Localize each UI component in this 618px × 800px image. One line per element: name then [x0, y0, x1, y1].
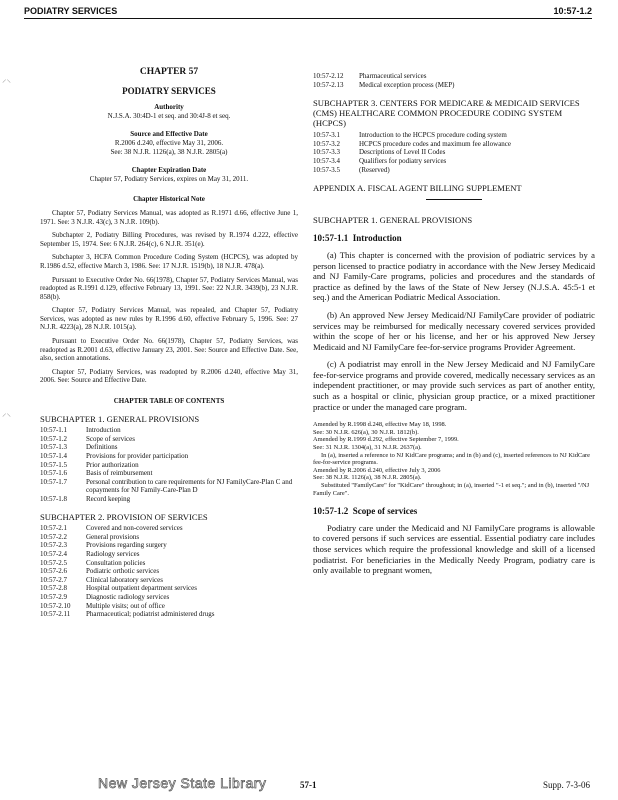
- historical-note: Chapter 57, Podiatry Services, was readopted by R.2006 d.240, effective May 31, 2006. See: Source and Effective Date.: [40, 367, 298, 385]
- authority-text: N.J.S.A. 30:4D-1 et seq. and 30:4J-8 et seq.: [107, 111, 231, 120]
- toc-item: 10:57-2.7 Clinical laboratory services: [40, 575, 163, 584]
- subchapter-1-heading: SUBCHAPTER 1. GENERAL PROVISIONS: [313, 214, 473, 225]
- source-line-1: R.2006 d.240, effective May 31, 2006.: [114, 138, 224, 147]
- historical-note: Chapter 57, Podiatry Services Manual, was adopted as R.1971 d.66, effective June 1, 1971. See: 3 N.J.R. 43(c), 3 N.J.R. 109(b).: [40, 208, 298, 226]
- section-heading-1-2: 10:57-1.2 Scope of services: [313, 506, 418, 517]
- historical-note: Chapter 57, Podiatry Services Manual, was repealed, and Chapter 57, Podiatry Services, was adopted as new rules by R.1996 d.60, effective February 5, 1996. See: 27 N.J.R. 4223(a), 28 N.J.R. 1015(a).: [40, 306, 298, 332]
- toc-item: 10:57-3.2 HCPCS procedure codes and maximum fee allowance: [313, 139, 512, 148]
- authority-heading: Authority: [154, 103, 184, 112]
- library-watermark: New Jersey State Library: [98, 775, 267, 791]
- toc-item: 10:57-2.12 Pharmaceutical services: [313, 72, 427, 80]
- scope-paragraph: Podiatry care under the Medicaid and NJ FamilyCare programs is allowable to covered persons if such services are essential. Essential podiatry care includes those services which require the professional knowledge and skill of a licensed podiatrist. For beneficiaries in the Medically Needy Program, podiatry care is only available to pregnant women,: [313, 522, 595, 576]
- subchapter-3-title: SUBCHAPTER 3. CENTERS FOR MEDICARE & MEDICAID SERVICES (CMS) HEALTHCARE COMMON PROCEDURE CODING SYSTEM (HCPCS): [313, 98, 580, 129]
- toc-item: 10:57-2.13 Medical exception process (MEP): [313, 80, 455, 89]
- source-line-2: See: 38 N.J.R. 1126(a), 38 N.J.R. 2805(a): [110, 147, 228, 156]
- toc-item: 10:57-2.5 Consultation policies: [40, 558, 146, 567]
- toc-item: 10:57-2.10 Multiple visits; out of office: [40, 601, 165, 610]
- toc-item: 10:57-3.5 (Reserved): [313, 165, 390, 174]
- subchapter-1-title: SUBCHAPTER 1. GENERAL PROVISIONS: [40, 413, 200, 424]
- toc-item: 10:57-1.4 Provisions for provider participation: [40, 452, 189, 460]
- supplement-date: Supp. 7-3-06: [543, 780, 590, 790]
- toc-item: 10:57-2.1 Covered and non-covered services: [40, 524, 183, 533]
- paragraph-c: (c) A podiatrist may enroll in the New Jersey Medicaid and NJ FamilyCare fee-for-service programs and provide covered, medically necessary services as an independent practitioner, or may provide such services as part of another entity, such as a hospital or clinic, physician group practice, or a mixed practitioner practice or under the managed care program.: [313, 359, 595, 412]
- toc-item: 10:57-2.11 Pharmaceutical; podiatrist administered drugs: [40, 610, 215, 619]
- toc-item: 10:57-2.3 Provisions regarding surgery: [40, 541, 167, 550]
- toc-item: 10:57-1.6 Basis of reimbursement: [40, 469, 153, 478]
- appendix-title: APPENDIX A. FISCAL AGENT BILLING SUPPLEMENT: [313, 183, 522, 194]
- page-number: 57-1: [300, 780, 317, 790]
- chapter-title: PODIATRY SERVICES: [122, 85, 216, 96]
- toc-item: 10:57-3.1 Introduction to the HCPCS procedure coding system: [313, 131, 507, 140]
- toc-item: 10:57-2.6 Podiatric orthotic services: [40, 567, 160, 576]
- divider: [426, 199, 482, 200]
- toc-item: 10:57-1.2 Scope of services: [40, 434, 135, 443]
- historical-note-heading: Chapter Historical Note: [133, 195, 205, 204]
- header-rule: [24, 18, 592, 19]
- chapter-number: CHAPTER 57: [139, 67, 199, 77]
- toc-heading: CHAPTER TABLE OF CONTENTS: [113, 397, 225, 406]
- section-heading-1-1: 10:57-1.1 Introduction: [313, 233, 402, 244]
- subchapter-2-title: SUBCHAPTER 2. PROVISION OF SERVICES: [40, 511, 208, 522]
- expiration-text: Chapter 57, Podiatry Services, expires on May 31, 2011.: [89, 174, 249, 183]
- margin-mark: ⸝⸜: [2, 74, 12, 84]
- historical-note: Subchapter 2, Podiatry Billing Procedures, was revised by R.1974 d.222, effective September 15, 1974. See: 6 N.J.R. 264(c), 6 N.J.R. 351(e).: [40, 231, 298, 248]
- toc-item: 10:57-1.3 Definitions: [40, 443, 118, 452]
- amendment-notes: Amended by R.1998 d.248, effective May 18, 1998. See: 30 N.J.R. 626(a), 30 N.J.R. 1812(b). Amended by R.1999 d.292, effective September 7, 1999. See: 31 N.J.R. 1304(a), 31 N.J.R. 2637(a). In (a), inserted a reference to NJ KidCare programs; and in (b) and (c), inserted references to NJ KidCare fee-for-service programs. Amended by R.2006 d.240, effective July 3, 2006 See: 38 N.J.R. 1126(a), 38 N.J.R. 2805(a). Substituted "FamilyCare" for "KidCare" throughout; in (a), inserted "-1 et seq."; and in (b), inserted "/NJ Family Care".: [313, 421, 591, 497]
- paragraph-a: (a) This chapter is concerned with the provision of podiatric services by a person licensed to practice podiatry in accordance with the New Jersey Medicaid and NJ Family-Care programs, policies and procedures and the standards of practice as defined by the laws of the State of New Jersey (N.J.S.A. 45:5-1 et seq.) and the American Podiatric Medical Association.: [313, 249, 595, 303]
- toc-item: 10:57-2.8 Hospital outpatient department services: [40, 584, 197, 593]
- historical-note: Pursuant to Executive Order No. 66(1978), Chapter 57, Podiatry Services Manual, was readopted as R.1991 d.129, effective February 13, 1991. See: 22 N.J.R. 3439(b), 23 N.J.R. 858(b).: [40, 275, 298, 301]
- paragraph-b: (b) An approved New Jersey Medicaid/NJ FamilyCare provider of podiatric services may be reimbursed for medically necessary covered services provided within the scope of her or his license, and her or his approved New Jersey Medicaid and NJ FamilyCare fee-for-service programs Provider Agreement.: [313, 309, 595, 352]
- toc-item: 10:57-1.1 Introduction: [40, 426, 121, 435]
- right-column: [313, 72, 595, 576]
- toc-item: 10:57-2.2 General provisions: [40, 532, 140, 541]
- historical-note: Pursuant to Executive Order No. 66(1978), Chapter 57, Podiatry Services, was readopted as R.2001 d.63, effective January 23, 2001. See: Source and Effective Date. See, also, section annotations.: [40, 337, 298, 363]
- toc-item: 10:57-1.8 Record keeping: [40, 494, 131, 503]
- expiration-heading: Chapter Expiration Date: [131, 166, 207, 175]
- running-header: [24, 4, 592, 18]
- toc-item: 10:57-2.9 Diagnostic radiology services: [40, 592, 170, 601]
- left-column: [40, 26, 298, 619]
- toc-item: 10:57-1.7 Personal contribution to care requirements for NJ FamilyCare-Plan C and copayments for NJ Family-Care-Plan D: [40, 477, 293, 495]
- toc-item: 10:57-3.3 Descriptions of Level II Codes: [313, 148, 446, 157]
- header-title: PODIATRY SERVICES: [24, 6, 118, 16]
- source-heading: Source and Effective Date: [130, 130, 208, 139]
- page-footer: [0, 775, 618, 795]
- header-section: 10:57-1.2: [553, 6, 592, 16]
- toc-item: 10:57-1.5 Prior authorization: [40, 460, 139, 469]
- historical-note: Subchapter 3, HCFA Common Procedure Coding System (HCPCS), was adopted by R.1986 d.52, effective March 3, 1986. See: 17 N.J.R. 1519(b), 18 N.J.R. 478(a).: [40, 253, 298, 270]
- margin-mark: ⸝⸜: [2, 408, 12, 418]
- toc-item: 10:57-2.4 Radiology services: [40, 549, 140, 558]
- toc-item: 10:57-3.4 Qualifiers for podiatry services: [313, 156, 447, 165]
